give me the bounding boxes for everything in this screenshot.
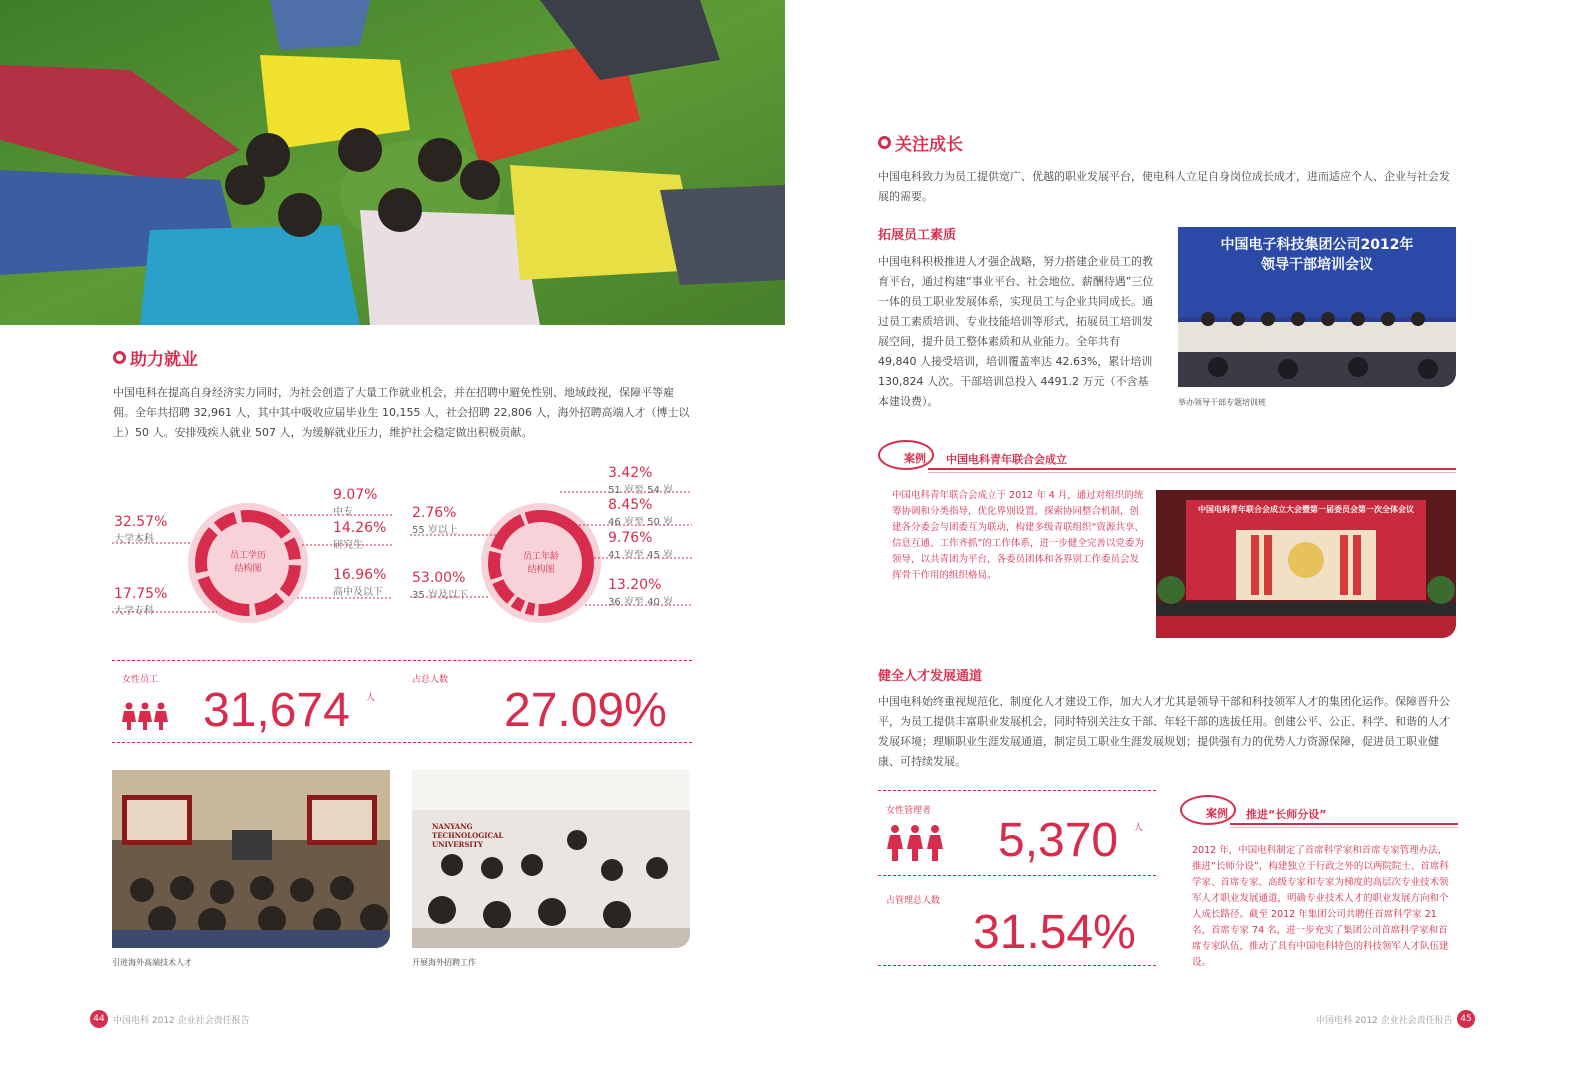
edu-label: 研究生 [333,540,363,551]
growth-intro: 中国电科致力为员工提供宽广、优越的职业发展平台，使电科人立足自身岗位成长成才，进而适应个人、企业与社会发展的需要。 [878,170,1450,203]
edu-label: 中专 [333,507,353,518]
age-label: 55 岁以上 [412,525,458,536]
page-number-left: 44 [90,1010,108,1028]
divider [878,875,1156,876]
banner-line-2: 领导干部培训会议 [1261,257,1373,273]
edu-center-label-2: 结构图 [234,564,262,574]
page-number-right: 45 [1457,1010,1475,1028]
grass-group-photo [0,0,785,325]
female-manager-icon [886,825,944,865]
edu-pct: 16.96% [333,567,387,583]
edu-pct: 17.75% [114,586,168,602]
training-conference-photo [1178,227,1456,387]
divider [878,965,1156,966]
divider [112,660,692,661]
case2-header [1180,795,1458,829]
section-title-text: 助力就业 [130,350,198,370]
age-label: 46 岁至 50 岁 [608,517,673,528]
manager-share-label: 占管理总人数 [886,896,941,906]
age-label: 36 岁至 40 岁 [608,597,673,608]
case2-text: 2012 年，中国电科制定了首席科学家和首席专家管理办法，推进“长师分设”，构建独立于行政之外的以两院院士、首席科学家、首席专家、高级专家和专家为梯度的高层次专业技术领军人才职业发展通道，明确专业技术人才的职业发展方向和个人成长路径。截至 2012 年集团公司共聘任首席科学家 21 名，首席专家 74 名，进一步充实了集团公司首席科学家和首席专家队伍，推动了具有中国电科特色的科技领军人才队伍建设。 [1192,845,1449,968]
share-total-value: 27.09% [504,684,667,737]
ring-bullet-icon [113,351,126,364]
age-structure-chart [410,465,700,630]
age-label: 35 岁及以下 [412,590,468,601]
university-sign: NANYANG TECHNOLOGICAL UNIVERSITY [432,822,504,849]
footer-left: 中国电科 2012 企业社会责任报告 [113,1016,250,1026]
divider [112,742,692,743]
age-pct: 2.76% [412,505,457,521]
age-pct: 3.42% [608,465,653,481]
case2-title: 推进“长师分设” [1246,808,1327,821]
edu-label: 大学专科 [114,606,154,617]
age-pct: 9.76% [608,530,653,546]
section-title-employment [113,345,198,370]
talent-channel-text: 中国电科始终重视规范化、制度化人才建设工作，加大人才尤其是领导干部和科技领军人才的集团化运作。保障晋升公平，为员工提供丰富职业发展机会，同时特别关注女干部、年轻干部的选拔任用。创建公平、公正、科学、和谐的人才发展环境；理顺职业生涯发展通道，制定员工职业生涯发展规划；提供强有力的优势人力资源保障，促进员工职业健康、可持续发展。 [878,695,1450,768]
photo-caption: 举办领导干部专题培训班 [1178,398,1266,407]
footer-right: 中国电科 2012 企业社会责任报告 [1316,1016,1453,1026]
share-total-label: 占总人数 [412,675,449,685]
female-employee-label: 女性员工 [122,675,159,685]
female-employee-count: 31,674 [203,684,350,737]
female-figures-icon [122,702,168,734]
age-pct: 8.45% [608,497,653,513]
photo-caption: 开展海外招聘工作 [412,958,476,967]
ring-bullet-icon [878,136,891,149]
edu-label: 大学本科 [114,534,154,545]
age-center-label-1: 员工年龄 [522,552,559,562]
sub-title-quality: 拓展员工素质 [878,228,957,243]
case1-title: 中国电科青年联合会成立 [946,453,1067,466]
edu-pct: 32.57% [114,514,168,530]
overseas-talent-photo [112,770,390,948]
case-tag: 案例 [1206,807,1228,820]
overseas-recruit-photo [412,770,690,948]
quality-text: 中国电科积极推进人才强企战略，努力搭建企业员工的教育平台，通过构建“事业平台、社会地位、薪酬待遇”三位一体的员工职业发展体系，实现员工与企业共同成长。通过员工素质培训、专业技能培训等形式，拓展员工培训发展空间，提升员工整体素质和从业能力。全年共有 49,840 人接受培训，培训覆盖率达 42.63%，累计培训 130,824 人次。干部培训总投入 4491.2 万元（不含基本建设费）。 [878,255,1154,408]
edu-label: 高中及以下 [333,587,383,598]
female-manager-unit: 人 [1134,823,1144,833]
age-label: 41 岁至 45 岁 [608,550,673,561]
sub-title-talent-channel: 健全人才发展通道 [878,669,983,684]
female-manager-label: 女性管理者 [886,806,932,816]
female-manager-count: 5,370 [998,814,1119,867]
female-employee-unit: 人 [366,693,376,703]
edu-center-label-1: 员工学历 [229,551,266,561]
case-tag: 案例 [904,452,926,465]
age-pct: 13.20% [608,577,662,593]
age-pct: 53.00% [412,570,466,586]
banner-line-1: 中国电子科技集团公司2012年 [1220,237,1414,253]
employment-intro: 中国电科在提高自身经济实力同时，为社会创造了大量工作就业机会，并在招聘中避免性别、地域歧视，保障平等雇佣。全年共招聘 32,961 人，其中其中吸收应届毕业生 10,155 人，社会招聘 22,806 人，海外招聘高端人才（博士以上）50 人。安排残疾人就业 507 人，为缓解就业压力，维护社会稳定做出积极贡献。 [113,386,690,439]
education-structure-chart [112,470,402,630]
age-center-label-2: 结构图 [527,565,555,575]
section-title-growth [878,130,963,155]
youth-banner-text: 中国电科青年联合会成立大会暨第一届委员会第一次全体会议 [1198,505,1414,514]
age-label: 51 岁至 54 岁 [608,485,673,496]
edu-pct: 14.26% [333,520,387,536]
section-title-text: 关注成长 [895,135,963,155]
case1-text: 中国电科青年联合会成立于 2012 年 4 月，通过对组织的统筹协调和分类指导，优化界别设置，探索协同整合机制，创建各分委会与团委互为联动，构建多级青联组织“资源共享、信息互通、工作齐抓”的工作体系，进一步健全完善以党委为领导，以共青团为平台，各委员团体和各界别工作委员会发挥骨干作用的组织格局。 [892,490,1144,581]
manager-share-value: 31.54% [973,906,1136,959]
photo-caption: 引进海外高端技术人才 [112,958,192,967]
case1-header [878,440,1458,474]
divider [878,790,1156,791]
youth-federation-photo [1156,490,1456,638]
edu-pct: 9.07% [333,487,378,503]
